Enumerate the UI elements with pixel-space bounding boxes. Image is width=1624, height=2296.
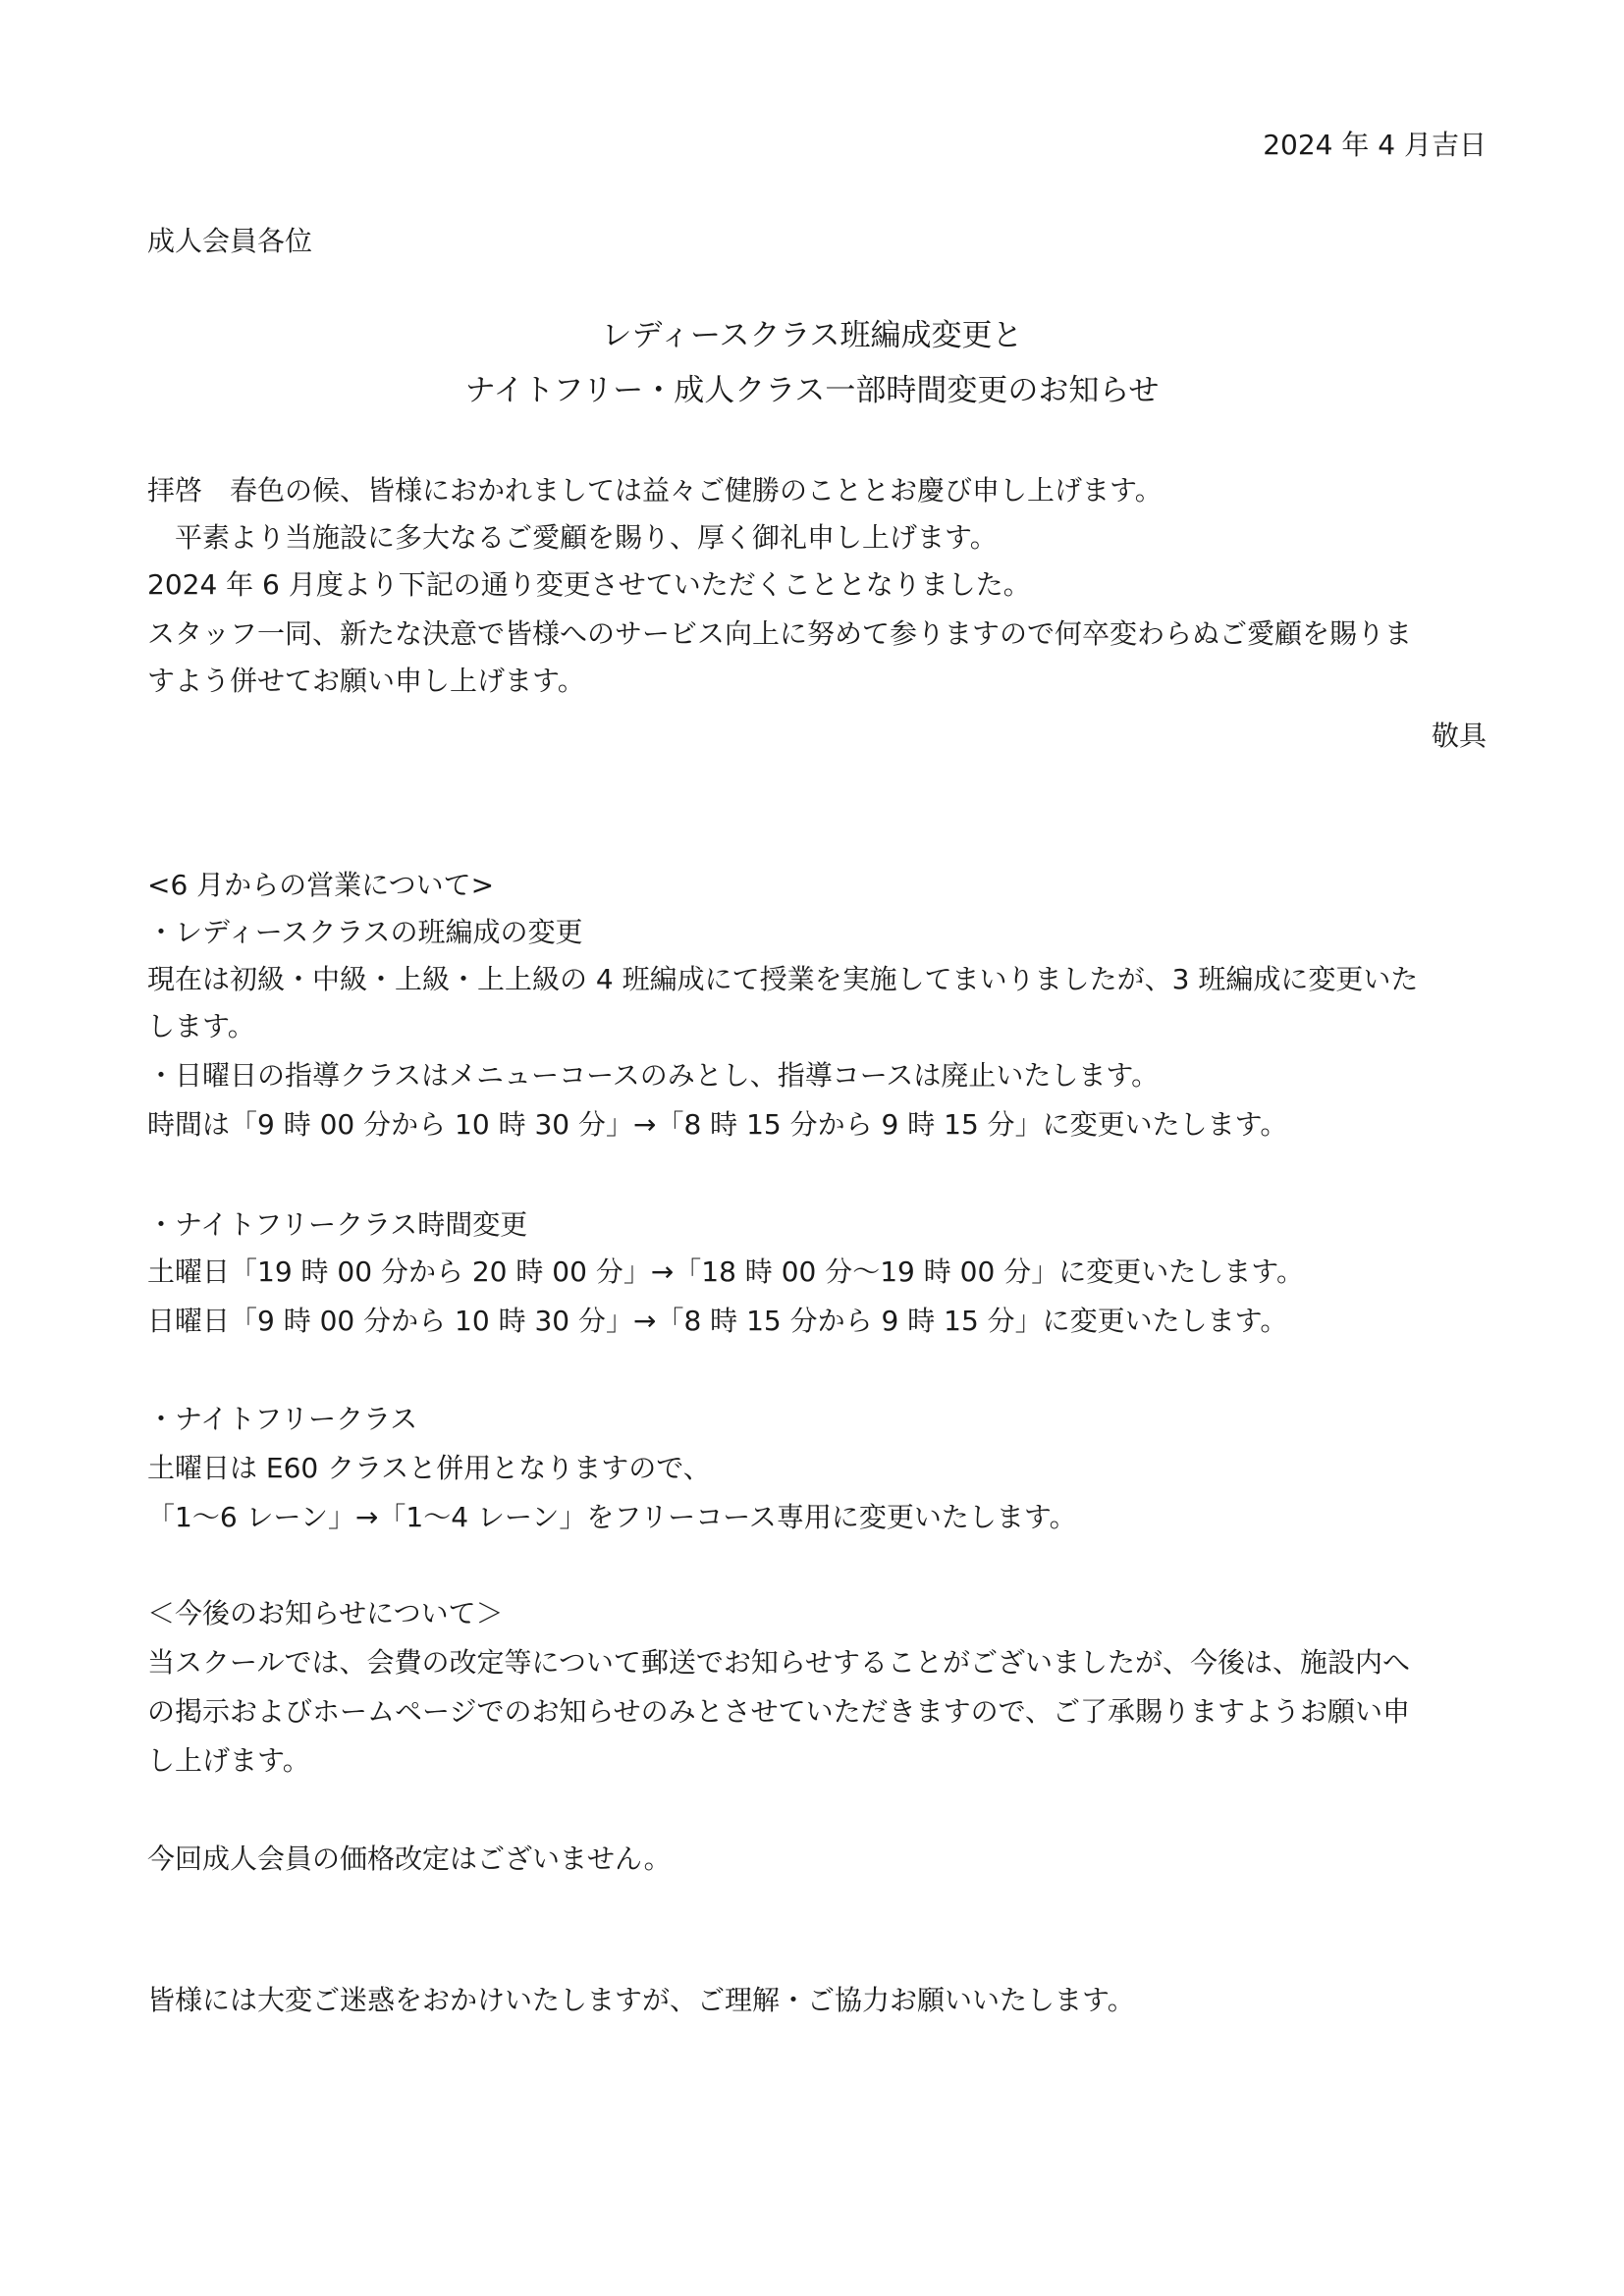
addressee: 成人会員各位 [147, 225, 313, 257]
closing-keigu: 敬具 [1431, 720, 1487, 752]
greeting-line-1: 拝啓 春色の候、皆様におかれましては益々ご健勝のこととお慶び申し上げます。 [147, 474, 1163, 507]
greeting-line-3: 2024 年 6 月度より下記の通り変更させていただくこととなりました。 [147, 568, 1031, 601]
title-line-1: レディースクラス班編成変更と [601, 318, 1023, 353]
ladies-class-text-1: 現在は初級・中級・上級・上上級の 4 班編成にて授業を実施してまいりましたが、3 班編成に変更いた [147, 963, 1419, 995]
sunday-class-time: 時間は「9 時 00 分から 10 時 30 分」→「8 時 15 分から 9 時 15 分」に変更いたします。 [147, 1108, 1288, 1141]
june-section-heading: <6 月からの営業について> [147, 869, 495, 901]
night-free-class-text-1: 土曜日は E60 クラスと併用となりますので、 [147, 1452, 711, 1484]
greeting-line-5: すよう併せてお願い申し上げます。 [147, 665, 585, 697]
ladies-class-heading: ・レディースクラスの班編成の変更 [147, 916, 583, 948]
future-notice-text-1: 当スクールでは、会費の改定等について郵送でお知らせすることがございましたが、今後は、施設内へ [147, 1646, 1411, 1679]
night-free-time-heading: ・ナイトフリークラス時間変更 [147, 1208, 528, 1241]
price-notice: 今回成人会員の価格改定はございません。 [147, 1842, 672, 1875]
night-free-class-heading: ・ナイトフリークラス [147, 1403, 418, 1435]
title-line-2: ナイトフリー・成人クラス一部時間変更のお知らせ [464, 373, 1160, 408]
greeting-line-2: 平素より当施設に多大なるご愛顧を賜り、厚く御礼申し上げます。 [175, 521, 998, 554]
night-free-saturday: 土曜日「19 時 00 分から 20 時 00 分」→「18 時 00 分～19 時 00 分」に変更いたします。 [147, 1255, 1304, 1288]
night-free-sunday: 日曜日「9 時 00 分から 10 時 30 分」→「8 時 15 分から 9 時 15 分」に変更いたします。 [147, 1305, 1288, 1337]
sunday-class-text: ・日曜日の指導クラスはメニューコースのみとし、指導コースは廃止いたします。 [147, 1059, 1160, 1092]
future-notice-heading: ＜今後のお知らせについて＞ [147, 1597, 504, 1629]
greeting-line-4: スタッフ一同、新たな決意で皆様へのサービス向上に努めて参りますので何卒変わらぬご愛顧を賜りま [147, 617, 1413, 650]
apology-text: 皆様には大変ご迷惑をおかけいたしますが、ご理解・ご協力お願いいたします。 [147, 1984, 1135, 2016]
future-notice-text-2: の掲示およびホームページでのお知らせのみとさせていただきますので、ご了承賜りますようお願い申 [147, 1695, 1411, 1728]
future-notice-text-3: し上げます。 [147, 1744, 310, 1777]
issue-date: 2024 年 4 月吉日 [1263, 129, 1487, 161]
night-free-class-text-2: 「1～6 レーン」→「1～4 レーン」をフリーコース専用に変更いたします。 [147, 1501, 1077, 1533]
ladies-class-text-2: します。 [147, 1010, 255, 1042]
